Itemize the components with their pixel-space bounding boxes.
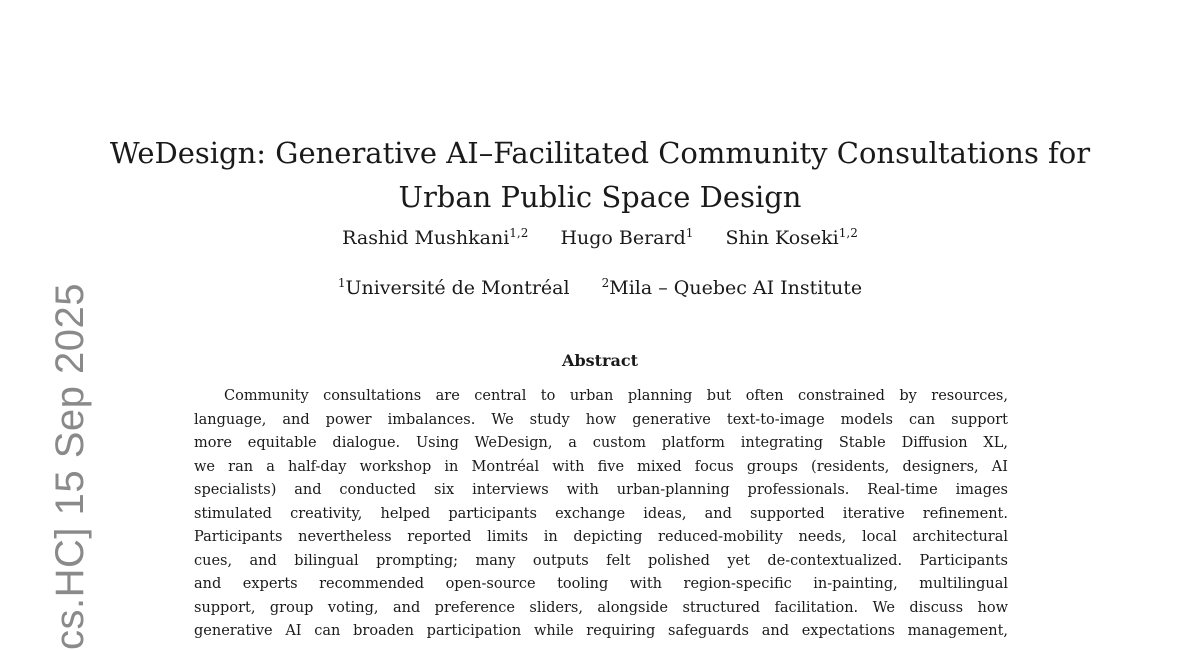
affiliation-mark: 1 <box>337 276 346 290</box>
author <box>725 227 857 249</box>
author-name: Shin Koseki <box>725 227 839 249</box>
author-name: Rashid Mushkani <box>342 227 510 249</box>
author <box>560 227 693 249</box>
title-line: Urban Public Space Design <box>398 180 802 215</box>
arxiv-id-stamp: cs.HC] 15 Sep 2025 <box>48 283 92 650</box>
abstract-body <box>194 385 1008 644</box>
affiliation-name: Mila – Quebec AI Institute <box>609 277 863 299</box>
abstract-line: we ran a half-day workshop in Montréal with five mixed focus groups (residents, designers, AI <box>194 458 1008 475</box>
author-affiliation-mark: 1 <box>685 226 694 240</box>
author <box>342 227 528 249</box>
abstract-line: support, group voting, and preference sliders, alongside structured facilitation. We discuss how <box>194 599 1008 616</box>
affiliation-list <box>0 276 1200 299</box>
affiliation-name: Université de Montréal <box>345 277 570 299</box>
abstract-heading: Abstract <box>562 351 638 370</box>
abstract-line: specialists) and conducted six interviews with urban-planning professionals. Real-time images <box>194 482 1008 498</box>
affiliation <box>602 277 863 299</box>
abstract-line: generative AI can broaden participation while requiring safeguards and expectations management, <box>194 623 1008 639</box>
author-affiliation-mark: 1,2 <box>509 226 529 240</box>
abstract-line: Participants nevertheless reported limits in depicting reduced-mobility needs, local architectural <box>194 529 1008 545</box>
affiliation <box>338 277 570 299</box>
abstract-line: language, and power imbalances. We study how generative text-to-image models can support <box>194 411 1008 428</box>
author-affiliation-mark: 1,2 <box>838 226 858 240</box>
author-name: Hugo Berard <box>560 227 686 249</box>
author-list <box>0 226 1200 249</box>
title-line: WeDesign: Generative AI–Facilitated Community Consultations for <box>109 136 1091 171</box>
abstract-line: stimulated creativity, helped participants exchange ideas, and supported iterative refinement. <box>194 505 1008 522</box>
abstract-line: more equitable dialogue. Using WeDesign, a custom platform integrating Stable Diffusion XL, <box>194 435 1008 451</box>
affiliation-mark: 2 <box>601 276 610 290</box>
abstract-line: and experts recommended open-source tooling with region-specific in-painting, multilingual <box>194 576 1008 592</box>
abstract-line: Community consultations are central to urban planning but often constrained by resources, <box>224 388 1008 404</box>
paper-title <box>0 131 1200 219</box>
abstract-line: cues, and bilingual prompting; many outputs felt polished yet de-contextualized. Participants <box>194 552 1008 569</box>
